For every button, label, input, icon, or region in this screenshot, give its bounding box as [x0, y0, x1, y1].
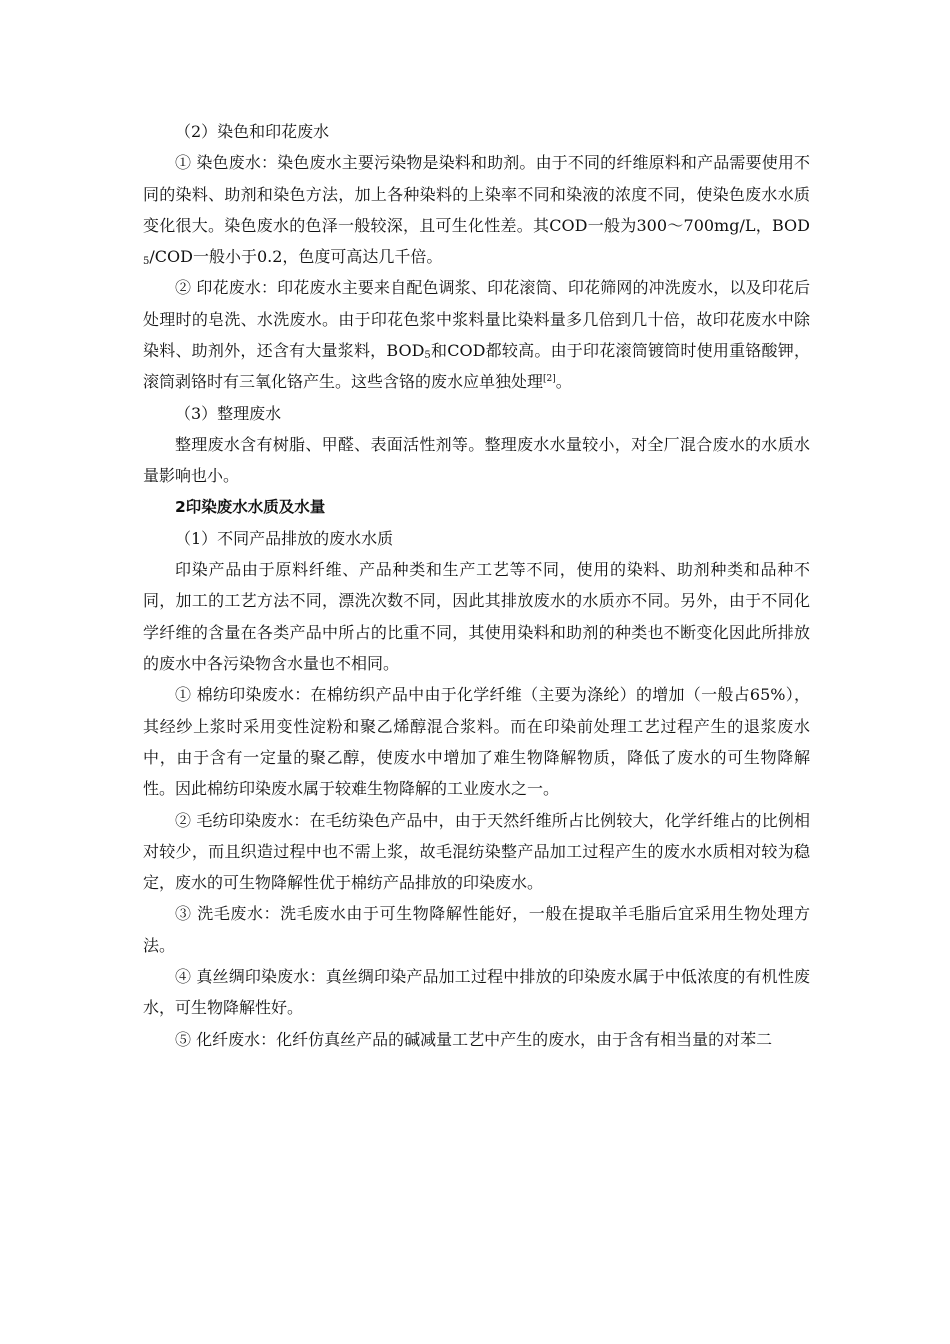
paragraph-synthetic-fiber-wastewater: ⑤ 化纤废水：化纤仿真丝产品的碱减量工艺中产生的废水，由于含有相当量的对苯二	[175, 1029, 773, 1049]
paragraph-text: /COD一般小于0.2，色度可高达几千倍。	[149, 247, 443, 267]
paragraph-dyeing-wastewater	[143, 147, 810, 272]
citation-reference: [2]	[543, 374, 556, 385]
document-body	[143, 116, 810, 1055]
paragraph-wool-wastewater: ② 毛纺印染废水：在毛纺染色产品中，由于天然纤维所占比例较大，化学纤维占的比例相对较少，而且织造过程中也不需上浆，故毛混纺染整产品加工过程产生的废水水质相对较为稳定，废水的可生物降解性优于棉纺产品排放的印染废水。	[143, 810, 810, 893]
subsection-heading-finishing: （3）整理废水	[175, 403, 282, 423]
paragraph-text: ② 印花废水：印花废水主要来自配色调浆、印花滚筒、印花筛网的冲洗废水，以及印花后处理时的皂洗、水洗废水。由于印花色浆中浆料量比染料量多几倍到几十倍，故印花废水中除染料、助剂外，还含有大量浆料，BOD	[143, 278, 810, 361]
section-heading: 2印染废水水质及水量	[175, 497, 326, 516]
paragraph-finishing-wastewater: 整理废水含有树脂、甲醛、表面活性剂等。整理废水水量较小，对全厂混合废水的水质水量影响也小。	[143, 434, 810, 486]
subscript: 5	[143, 256, 150, 268]
paragraph-text: 。	[555, 372, 572, 392]
paragraph-text: ① 染色废水：染色废水主要污染物是染料和助剂。由于不同的纤维原料和产品需要使用不同的染料、助剂和染色方法，加上各种染料的上染率不同和染液的浓度不同，使染色废水水质变化很大。染色废水的色泽一般较深，且可生化性差。其COD一般为300～700mg/L，BOD	[143, 153, 810, 235]
paragraph-text: 和COD都较高。由于印花滚筒镀筒时使用重铬酸钾，滚筒剥铬时有三氧化铬产生。这些含铬的废水应单独处理	[143, 341, 810, 392]
subsection-heading-dyeing-printing: （2）染色和印花废水	[175, 122, 330, 141]
paragraph-cotton-wastewater: ① 棉纺印染废水：在棉纺织产品中由于化学纤维（主要为涤纶）的增加（一般占65%），其经纱上浆时采用变性淀粉和聚乙烯醇混合浆料。而在印染前处理工艺过程产生的退浆废水中，由于含有一定量的聚乙醇，使废水中增加了难生物降解物质，降低了废水的可生物降解性。因此棉纺印染废水属于较难生物降解的工业废水之一。	[143, 685, 810, 799]
paragraph-products-overview: 印染产品由于原料纤维、产品种类和生产工艺等不同，使用的染料、助剂种类和品种不同，加工的工艺方法不同，漂洗次数不同，因此其排放废水的水质亦不同。另外，由于不同化学纤维的含量在各类产品中所占的比重不同，其使用染料和助剂的种类也不断变化因此所排放的废水中各污染物含水量也不相同。	[143, 560, 810, 674]
paragraph-silk-wastewater: ④ 真丝绸印染废水：真丝绸印染产品加工过程中排放的印染废水属于中低浓度的有机性废水，可生物降解性好。	[143, 967, 810, 1018]
subscript: 5	[424, 350, 431, 362]
paragraph-printing-wastewater	[143, 272, 810, 397]
paragraph-wool-scouring-wastewater: ③ 洗毛废水：洗毛废水由于可生物降解性能好，一般在提取羊毛脂后宜采用生物处理方法。	[143, 904, 810, 955]
subsection-heading-products: （1）不同产品排放的废水水质	[175, 528, 394, 548]
